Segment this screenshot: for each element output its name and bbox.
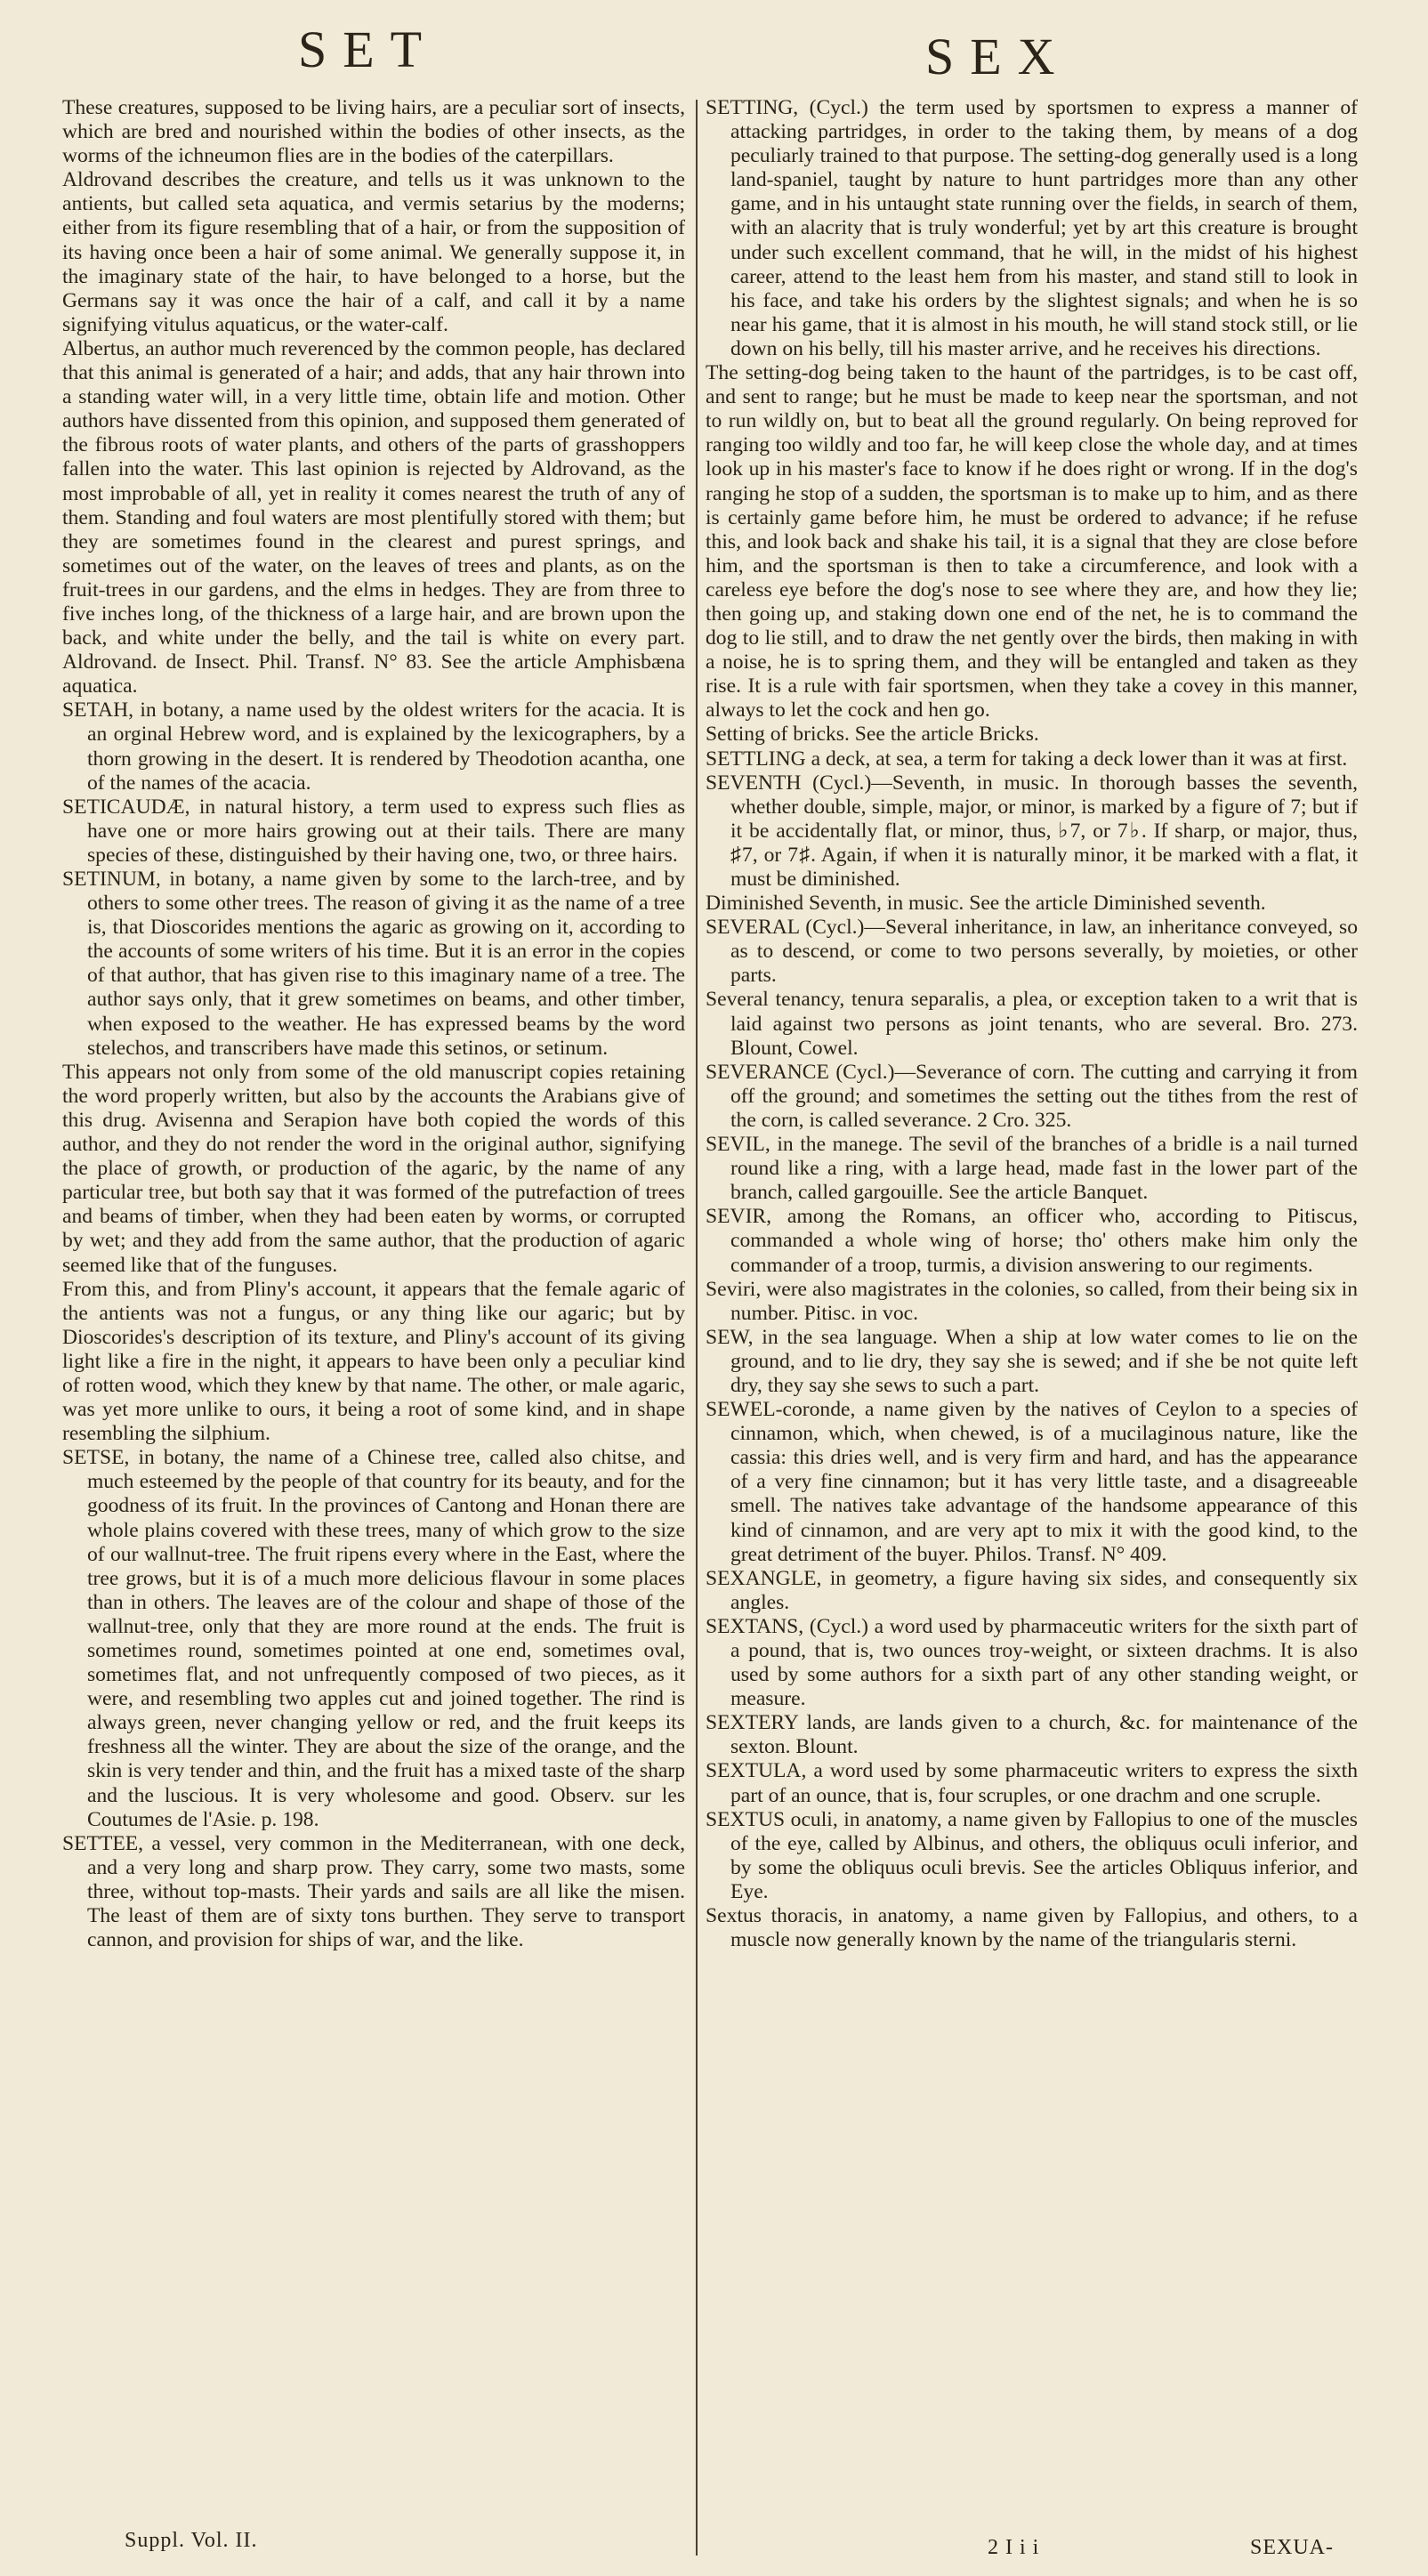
entry-seventh: SEVENTH (Cycl.)—Seventh, in music. In thorough basses the seventh, whether double, simple, major, or minor, is marked by a figure of 7; but if it be accidentally flat, or minor, thus, ♭7, or 7♭. If sharp, or major, thus, ♯7, or 7♯. Again, if when it is naturally minor, it be marked with a flat, it must be diminished. [706, 771, 1358, 891]
entry-setting-of-bricks: Setting of bricks. See the article Bricks. [706, 723, 1039, 747]
entry-settee: SETTEE, a vessel, very common in the Mediterranean, with one deck, and a very long and sharp prow. They carry, some two masts, some three, without top-masts. Their yards and sails are all like the misen. The least of them are of sixty tons burthen. They serve to transport cannon, and provision for ships of war, and the like. [62, 1831, 685, 1952]
entry-sexangle: SEXANGLE, in geometry, a figure having six sides, and consequently six angles. [706, 1566, 1358, 1614]
entry-several: SEVERAL (Cycl.)—Several inheritance, in law, an inheritance conveyed, so as to descend, or come to two persons severally, by moieties, or other parts. [706, 916, 1358, 988]
entry-sevir: SEVIR, among the Romans, an officer who, according to Pitiscus, commanded a whole wing of horse; tho' others make him only the commander of a troop, turmis, a division answering to our regiments. [706, 1205, 1358, 1277]
volume-footer: Suppl. Vol. II. [125, 2529, 258, 2552]
entry-settling: SETTLING a deck, at sea, a term for taking a deck lower than it was at first. [706, 747, 1348, 771]
right-para-setting-2: The setting-dog being taken to the haunt of the partridges, is to be cast off, and sent to range; but he must be made to keep near the sportsman, and not to run wildly on, but to beat all the ground regularly. On being reproved for ranging too wildly and too far, he will keep close the whole day, and at times look up in his master's face to know if he does right or wrong. If in the dog's ranging he stop of a sudden, the sportsman is to make up to him, and as there is certainly game before him, he must be ordered to advance; if he refuse this, and look back and shake his tail, it is a signal that they are close before him, and the sportsman is then to take a circumference, and look with a careless eye before the dog's nose to see where they are, and how they lie; then going up, and staking down one end of the net, he is to command the dog to lie still, and to draw the net gently over the birds, then making in with a noise, he is to spring them, and they will be entangled and taken as they rise. It is a rule with fair sportsmen, when they take a covey in this manner, always to let the cock and hen go. [706, 361, 1358, 723]
left-para-3: Albertus, an author much reverenced by the common people, has declared that this animal is generated of a hair; and adds, that any hair thrown into a standing water will, in a very little time, obtain life and motion. Other authors have dissented from this opinion, and supposed them generated of the fibrous roots of water plants, and others of the parts of grasshoppers fallen into the water. This last opinion is rejected by Aldrovand, as the most improbable of all, yet in reality it comes nearest the truth of any of them. Standing and foul waters are most plentifully stored with them; but they are sometimes found in the clearest and purest springs, and sometimes out of the water, on the leaves of trees and plants, as on the fruit-trees in our gardens, and the elms in hedges. They are from three to five inches long, of the thickness of a large hair, and are brown upon the back, and white under the belly, and the tail is white on every part. Aldrovand. de Insect. Phil. Transf. N° 83. See the article Amphisbæna aquatica. [62, 336, 685, 699]
left-para-1: These creatures, supposed to be living hairs, are a peculiar sort of insects, which are bred and nourished within the bodies of other insects, as the worms of the ichneumon flies are in the bodies of the caterpillars. [62, 96, 685, 168]
entry-sewel-coronde: SEWEL-coronde, a name given by the natives of Ceylon to a species of cinnamon, which, when chewed, is of a mucilaginous nature, like the cassia: this dries well, and is very firm and hard, and has the appearance of a very fine cinnamon; but it has very little taste, and a disagreeable smell. The natives take advantage of the handsome appearance of this kind of cinnamon, and are very apt to mix it with the good kind, to the great detriment of the buyer. Philos. Transf. N° 409. [706, 1398, 1358, 1566]
left-running-headword: SET [298, 20, 439, 78]
right-running-headword: SEX [925, 28, 1071, 85]
entry-sew: SEW, in the sea language. When a ship at low water comes to lie on the ground, and to lie dry, they say she is sewed; and if she be not quite left dry, they say she sews to such a part. [706, 1325, 1358, 1397]
entry-seviri: Seviri, were also magistrates in the colonies, so called, from their being six in number. Pitisc. in voc. [706, 1277, 1358, 1325]
entry-diminished-seventh: Diminished Seventh, in music. See the article Diminished seventh. [706, 892, 1266, 916]
entry-sextus-oculi: SEXTUS oculi, in anatomy, a name given by Fallopius to one of the muscles of the eye, called by Albinus, and others, the obliquus oculi inferior, and by some the obliquus oculi brevis. See the articles Obliquus inferior, and Eye. [706, 1807, 1358, 1903]
entry-setse: SETSE, in botany, the name of a Chinese tree, called also chitse, and much esteemed by the people of that country for its beauty, and for the goodness of its fruit. In the provinces of Cantong and Honan there are whole plains covered with these trees, many of which grow to the size of our wallnut-tree. The fruit ripens every where in the East, where the tree grows, but it is of a much more delicious flavour in some places than in others. The leaves are of the colour and shape of those of the wallnut-tree, only that they are more round at the ends. The fruit is sometimes round, sometimes pointed at one end, sometimes oval, sometimes flat, and not unfrequently composed of two pieces, as it were, and resembling two apples cut and joined together. The rind is always green, never changing yellow or red, and the fruit keeps its freshness all the winter. They are about the size of the orange, and the skin is very tender and thin, and the fruit has a mixed taste of the sharp and the luscious. It is very wholesome and good. Observ. sur les Coutumes de l'Asie. p. 198. [62, 1446, 685, 1831]
catchword: SEXUA- [1250, 2536, 1334, 2559]
entry-sevil: SEVIL, in the manege. The sevil of the branches of a bridle is a nail turned round like a ring, with a large head, made fast in the lower part of the branch, called gargouille. See the article Banquet. [706, 1133, 1358, 1205]
entry-setinum: SETINUM, in botany, a name given by some to the larch-tree, and by others to some other trees. The reason of giving it as the name of a tree is, that Dioscorides mentions the agaric as growing on it, according to the accounts of some writers of his time. But it is an error in the copies of that author, that has given rise to this imaginary name of a tree. The author says only, that it grew sometimes on beams, and other timber, when exposed to the weather. He has expressed beams by the word stelechos, and transcribers have made this setinos, or setinum. [62, 868, 685, 1060]
left-para-2: Aldrovand describes the creature, and tells us it was unknown to the antients, but called seta aquatica, and vermis setarius by the moderns; either from its figure resembling that of a hair, or from the supposition of its having once been a hair of some animal. We generally suppose it, in the imaginary state of the hair, to have belonged to a horse, but the Germans say it was once the hair of a calf, and call it by a name signifying vitulus aquaticus, or the water-calf. [62, 168, 685, 336]
left-column [62, 96, 685, 1952]
entry-sextus-thoracis: Sextus thoracis, in anatomy, a name given by Fallopius, and others, to a muscle now generally known by the name of the triangularis sterni. [706, 1904, 1358, 1952]
entry-sextula: SEXTULA, a word used by some pharmaceutic writers to express the sixth part of an ounce, that is, four scruples, or one drachm and one scruple. [706, 1759, 1358, 1807]
entry-setting: SETTING, (Cycl.) the term used by sportsmen to express a manner of attacking partridges, in order to the taking them, by means of a dog peculiarly trained to that purpose. The setting-dog generally used is a long land-spaniel, taught by nature to hunt partridges more than any other game, and in his untaught state running over the fields, in search of them, with an alacrity that is truly wonderful; yet by art this creature is brought under such excellent command, that he will, in the midst of his highest career, attend to the least hem from his master, and stand still to look in his face, and take his orders by the slightest signals; and when he is so near his game, that it is almost in his mouth, he will stand stock still, or lie down on his belly, till his master arrive, and he receives his directions. [706, 96, 1358, 360]
signature-mark: 2 I i i [988, 2536, 1040, 2559]
column-divider [696, 100, 698, 2556]
entry-several-tenancy: Several tenancy, tenura separalis, a plea, or exception taken to a writ that is laid against two persons as joint tenants, who are several. Bro. 273. Blount, Cowel. [706, 988, 1358, 1060]
entry-setah: SETAH, in botany, a name used by the oldest writers for the acacia. It is an orginal Hebrew word, and is explained by the lexicographers, by a thorn growing in the desert. It is rendered by Theodotion acantha, one of the names of the acacia. [62, 699, 685, 795]
entry-seticaudae: SETICAUDÆ, in natural history, a term used to express such flies as have one or more hairs growing out at their tails. There are many species of these, distinguished by their having one, two, or three hairs. [62, 795, 685, 867]
entry-severance: SEVERANCE (Cycl.)—Severance of corn. The cutting and carrying it from off the ground; and sometimes the setting out the tithes from the rest of the corn, is called severance. 2 Cro. 325. [706, 1060, 1358, 1132]
entry-sextery: SEXTERY lands, are lands given to a church, &c. for maintenance of the sexton. Blount. [706, 1711, 1358, 1759]
left-para-setinum-3: From this, and from Pliny's account, it appears that the female agaric of the antients was not a fungus, or any thing like our agaric; but by Dioscorides's description of its texture, and Pliny's account of its giving light like a fire in the night, it appears to have been only a peculiar kind of rotten wood, which they knew by that name. The other, or male agaric, was yet more unlike to ours, it being a root of some kind, and in shape resembling the silphium. [62, 1277, 685, 1446]
left-para-setinum-2: This appears not only from some of the old manuscript copies retaining the word properly written, but also by the accounts the Arabians give of this drug. Avisenna and Serapion have both copied the words of this author, and they do not render the word in the original author, signifying the place of growth, or production of the agaric, by the name of any particular tree, but both say that it was formed of the putrefaction of trees and beams of timber, when they had been eaten by worms, or corrupted by wet; and they add from the same author, that the production of agaric seemed like that of the funguses. [62, 1060, 685, 1277]
right-column [706, 96, 1358, 1952]
entry-sextans: SEXTANS, (Cycl.) a word used by pharmaceutic writers for the sixth part of a pound, that is, two ounces troy-weight, or sixteen drachms. It is also used by some authors for a sixth part of any other standing weight, or measure. [706, 1614, 1358, 1711]
